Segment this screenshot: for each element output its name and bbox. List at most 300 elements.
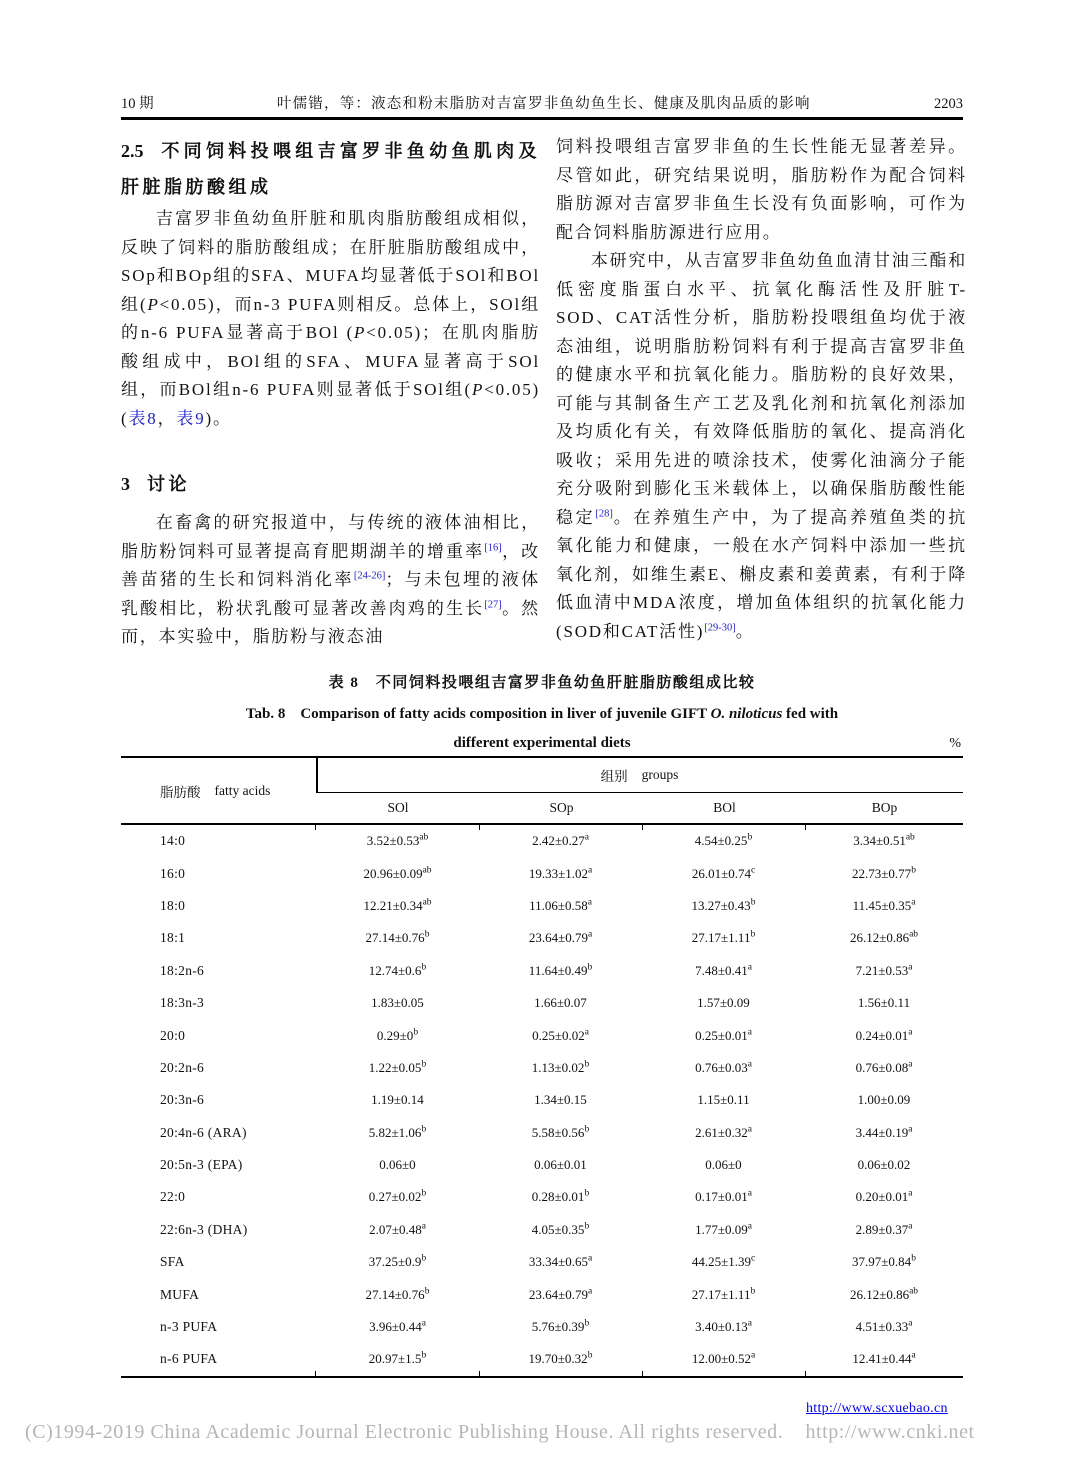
text-run: 在畜禽的研究报道中，与传统的液体油相比，脂肪粉饲料可显著提高育肥期湖羊的增重率: [121, 513, 540, 561]
fatty-acid-label: 20:5n-3 (EPA): [160, 1157, 243, 1173]
value-cell: [805, 1254, 963, 1270]
significance-superscript: b: [584, 1059, 590, 1070]
value-cell: [316, 1254, 479, 1270]
significance-superscript: ab: [909, 930, 919, 941]
value: 3.52±0.53: [366, 833, 420, 849]
significance-superscript: b: [584, 1189, 590, 1200]
value-cell: [479, 1060, 642, 1076]
paragraph: [121, 205, 540, 433]
value-cell: [805, 1319, 963, 1335]
rule-tick: [479, 825, 480, 830]
value-cell: [479, 1222, 642, 1238]
value: 4.05±0.35: [531, 1221, 585, 1237]
value-cell: [805, 1060, 963, 1076]
significance-superscript: b: [421, 1124, 427, 1135]
value-cell: [642, 930, 805, 946]
rule-tick: [315, 825, 316, 830]
text-run: P: [354, 323, 367, 342]
table-row: [121, 922, 963, 954]
table-8: [121, 756, 963, 1378]
table-row: [121, 1343, 963, 1375]
value-cell: [316, 1351, 479, 1367]
value-cell: [479, 1254, 642, 1270]
value-cell: [316, 930, 479, 946]
value-cell: [479, 1092, 642, 1108]
value: 37.97±0.84: [852, 1254, 912, 1270]
section-number: 3: [121, 474, 130, 494]
significance-superscript: a: [584, 832, 589, 843]
fatty-acid-label: n-6 PUFA: [160, 1351, 218, 1367]
value: 0.06±0: [705, 1157, 742, 1173]
section-2-5-heading: [121, 133, 540, 205]
section-title: 讨论: [147, 474, 190, 494]
value: 23.64±0.79: [528, 930, 588, 946]
value-cell: [642, 995, 805, 1011]
text-run: 饲料投喂组吉富罗非鱼的生长性能无显著差异。尽管如此，研究结果说明，脂肪粉作为配合饲料脂肪源对吉富罗非鱼生长没有负面影响，可作为配合饲料脂肪源进行应用。: [556, 137, 967, 242]
value: 13.27±0.43: [691, 897, 751, 913]
value: 27.17±1.11: [691, 1286, 751, 1302]
fatty-acid-label: 18:3n-3: [160, 995, 205, 1011]
value: 19.33±1.02: [528, 865, 588, 881]
fatty-acid-label: n-3 PUFA: [160, 1319, 218, 1335]
value-cell: [805, 1157, 963, 1173]
table-row: [121, 1149, 963, 1181]
significance-superscript: c: [750, 865, 756, 876]
reference-link[interactable]: [27]: [484, 598, 502, 610]
significance-superscript: a: [747, 1059, 752, 1070]
section-title: 不同饲料投喂组吉富罗非鱼幼鱼肌肉及肝脏脂肪酸组成: [121, 141, 540, 197]
group-col-SOp: SOp: [549, 799, 574, 815]
significance-superscript: a: [747, 962, 752, 973]
value: 11.64±0.49: [528, 962, 588, 978]
table-caption: [121, 671, 963, 752]
value: 5.82±1.06: [368, 1124, 422, 1140]
value-cell: [642, 1287, 805, 1303]
value: 37.25±0.9: [368, 1254, 422, 1270]
rule-tick: [315, 1371, 316, 1376]
value: 27.14±0.76: [365, 1286, 425, 1302]
text-run: 吉富罗非鱼幼鱼肝脏和肌肉脂肪酸组成相似，反映了饲料的脂肪酸组成；在肝脏脂肪酸组成中，SOp和BOp组的SFA、MUFA均显著低于SOl和BOl组(: [121, 209, 540, 314]
significance-superscript: a: [908, 1124, 913, 1135]
text-run: ，改善苗猪的生长和饲料消化率: [121, 541, 540, 589]
value-cell: [479, 1319, 642, 1335]
value-cell: [642, 1189, 805, 1205]
value-cell: [805, 1092, 963, 1108]
value-cell: [805, 1028, 963, 1044]
significance-superscript: a: [908, 1318, 913, 1329]
rule-tick: [805, 1371, 806, 1376]
table-row: [121, 1311, 963, 1343]
significance-superscript: a: [908, 962, 913, 973]
value-cell: [316, 1092, 479, 1108]
table-row: [121, 1084, 963, 1116]
fatty-acid-label: 20:4n-6 (ARA): [160, 1124, 247, 1140]
value: 12.21±0.34: [363, 897, 423, 913]
running-head: [121, 92, 963, 113]
significance-superscript: b: [421, 1189, 427, 1200]
value: 3.44±0.19: [855, 1124, 909, 1140]
value: 0.76±0.08: [855, 1059, 909, 1075]
value-cell: [316, 1319, 479, 1335]
value-cell: [805, 1351, 963, 1367]
significance-superscript: a: [747, 1124, 752, 1135]
value-cell: [642, 1125, 805, 1141]
value-cell: [479, 1189, 642, 1205]
table-row: [121, 987, 963, 1019]
value-cell: [642, 1060, 805, 1076]
significance-superscript: b: [421, 1253, 427, 1264]
issue-number: 10 期: [121, 96, 154, 112]
table-row: [121, 825, 963, 857]
significance-superscript: a: [587, 930, 593, 941]
value-cell: [316, 995, 479, 1011]
value: 1.22±0.05: [368, 1059, 422, 1075]
section-3-heading: [121, 466, 540, 502]
value-cell: [805, 1287, 963, 1303]
group-col-BOp: BOp: [871, 799, 898, 815]
value-cell: [642, 1092, 805, 1108]
value: 1.19±0.14: [371, 1092, 424, 1108]
rule-tick: [805, 825, 806, 830]
significance-superscript: b: [747, 832, 753, 843]
reference-link[interactable]: [16]: [484, 541, 502, 553]
text-run: P: [147, 294, 160, 314]
value: 7.48±0.41: [695, 962, 748, 978]
fatty-acid-label: MUFA: [160, 1286, 200, 1302]
significance-superscript: ab: [909, 1286, 919, 1297]
significance-superscript: b: [584, 1221, 590, 1232]
significance-superscript: ab: [419, 832, 429, 843]
significance-superscript: b: [584, 1318, 590, 1329]
value-cell: [805, 963, 963, 979]
copyright-watermark: (C)1994-2019 China Academic Journal Electronic Publishing House. All rights reserved. http://www.cnki.net: [25, 1421, 975, 1443]
significance-superscript: b: [421, 1351, 427, 1362]
journal-url-link[interactable]: http://www.scxuebao.cn: [806, 1401, 948, 1416]
group-header: [316, 758, 963, 793]
text-run: O. niloticus: [710, 706, 783, 722]
significance-superscript: b: [750, 930, 756, 941]
reference-link[interactable]: [24-26]: [353, 570, 386, 582]
value: 19.70±0.32: [528, 1351, 588, 1367]
value: 0.17±0.01: [695, 1189, 748, 1205]
value: 4.51±0.33: [855, 1319, 909, 1335]
text-run: P: [472, 380, 485, 399]
caption-text: different experimental diets: [453, 735, 631, 751]
value-cell: [805, 866, 963, 882]
significance-superscript: a: [911, 1351, 916, 1362]
reference-link[interactable]: [28]: [595, 507, 613, 519]
significance-superscript: a: [908, 1221, 913, 1232]
value-cell: [642, 833, 805, 849]
value-cell: [316, 1287, 479, 1303]
significance-superscript: ab: [422, 897, 432, 908]
value: 33.34±0.65: [528, 1254, 588, 1270]
significance-superscript: b: [421, 1059, 427, 1070]
value-cell: [316, 1189, 479, 1205]
significance-superscript: b: [424, 930, 430, 941]
fatty-acid-label: 16:0: [160, 865, 186, 881]
table-row: [121, 890, 963, 922]
value: 1.83±0.05: [371, 995, 424, 1011]
value-cell: [479, 1125, 642, 1141]
significance-superscript: b: [911, 865, 916, 876]
fatty-acid-label: 20:2n-6: [160, 1059, 205, 1075]
text-run: ；与未包埋的液体乳酸相比，粉状乳酸可显著改善肉鸡的生长: [121, 570, 540, 618]
value: 2.42±0.27: [532, 833, 585, 849]
value: 0.20±0.01: [855, 1189, 909, 1205]
right-column: [556, 133, 967, 646]
value: 3.96±0.44: [369, 1319, 422, 1335]
value: 1.57±0.09: [697, 995, 750, 1011]
value: 0.24±0.01: [855, 1027, 909, 1043]
table-row: [121, 1246, 963, 1278]
value: 2.61±0.32: [695, 1124, 748, 1140]
significance-superscript: b: [584, 1124, 590, 1135]
value: 7.21±0.53: [855, 962, 909, 978]
value: 12.41±0.44: [852, 1351, 912, 1367]
text-run: 本研究中，从吉富罗非鱼幼鱼血清甘油三酯和低密度脂蛋白水平、抗氧化酶活性及肝脏T-SOD、CAT活性分析，脂肪粉投喂组鱼均优于液态油组，说明脂肪粉饲料有利于提高吉富罗非鱼的健康水平和抗氧化能力。脂肪粉的良好效果，可能与其制备生产工艺及乳化剂和抗氧化剂添加及均质化有关，有效降低脂肪的氧化、提高消化吸收；采用先进的喷涂技术，使雾化油滴分子能充分吸附到膨化玉米载体上，以确保脂肪酸性能稳定: [556, 251, 967, 527]
left-column: [121, 133, 540, 652]
significance-superscript: b: [413, 1027, 419, 1038]
fatty-acid-label: 18:1: [160, 930, 186, 946]
table-row: [121, 857, 963, 889]
significance-superscript: a: [908, 1189, 913, 1200]
significance-superscript: a: [908, 1027, 913, 1038]
value-cell: [479, 963, 642, 979]
significance-superscript: a: [587, 865, 593, 876]
value: 12.00±0.52: [691, 1351, 751, 1367]
value-cell: [316, 1157, 479, 1173]
significance-superscript: a: [584, 1027, 589, 1038]
value-cell: [642, 1157, 805, 1173]
page-number: 2203: [933, 96, 963, 112]
value: 3.40±0.13: [695, 1319, 748, 1335]
value: 44.25±1.39: [691, 1254, 751, 1270]
fatty-acid-label: 20:0: [160, 1027, 186, 1043]
significance-superscript: a: [747, 1318, 752, 1329]
value-cell: [316, 898, 479, 914]
value: 0.76±0.03: [695, 1059, 748, 1075]
rule-tick: [479, 1371, 480, 1376]
rule-tick: [642, 1371, 643, 1376]
table-body: [121, 825, 963, 1376]
table-caption-en: [121, 702, 963, 723]
value: 0.27±0.02: [368, 1189, 422, 1205]
significance-superscript: c: [750, 1253, 756, 1264]
value: 1.56±0.11: [857, 995, 911, 1011]
fatty-acid-label: 18:2n-6: [160, 962, 205, 978]
value: 5.76±0.39: [531, 1319, 585, 1335]
value: 0.25±0.02: [532, 1027, 585, 1043]
section-number: 2.5: [121, 141, 144, 161]
value: 0.28±0.01: [531, 1189, 585, 1205]
value: 1.00±0.09: [857, 1092, 911, 1108]
significance-superscript: b: [587, 962, 593, 973]
text-run: )。: [205, 408, 232, 428]
significance-superscript: ab: [422, 865, 432, 876]
paragraph: [556, 133, 967, 247]
value: 1.77±0.09: [695, 1221, 748, 1237]
significance-superscript: ab: [905, 832, 915, 843]
value: 3.34±0.51: [853, 833, 906, 849]
group-col-SOl: SOl: [387, 799, 409, 815]
text-run: fed with: [782, 706, 839, 722]
table-row: [121, 1019, 963, 1051]
value: 1.15±0.11: [697, 1092, 750, 1108]
value-cell: [316, 1222, 479, 1238]
fatty-acid-label: SFA: [160, 1254, 185, 1270]
col-header-zh: 脂肪酸: [160, 784, 201, 800]
value: 20.96±0.09: [363, 865, 423, 881]
value: 27.17±1.11: [691, 930, 751, 946]
col-header-en: fatty acids: [214, 782, 271, 798]
value: 26.12±0.86: [849, 930, 910, 946]
value-cell: [316, 1125, 479, 1141]
value: 23.64±0.79: [528, 1286, 588, 1302]
value: 4.54±0.25: [694, 833, 748, 849]
value-cell: [805, 1222, 963, 1238]
significance-superscript: a: [587, 1286, 593, 1297]
significance-superscript: b: [750, 1286, 756, 1297]
text-run: 。然而，本实验中，脂肪粉与液态油: [121, 598, 540, 646]
value: 11.45±0.35: [852, 897, 912, 913]
value: 12.74±0.6: [368, 962, 422, 978]
significance-superscript: a: [587, 1253, 593, 1264]
value-cell: [805, 995, 963, 1011]
value-cell: [805, 898, 963, 914]
header-vertical-rule: [316, 758, 318, 792]
significance-superscript: a: [750, 1351, 756, 1362]
value-cell: [479, 1157, 642, 1173]
value-cell: [479, 1351, 642, 1367]
significance-superscript: a: [421, 1318, 426, 1329]
table-row: [121, 1214, 963, 1246]
value-cell: [805, 1125, 963, 1141]
fatty-acid-label: 20:3n-6: [160, 1092, 205, 1108]
value-cell: [805, 1189, 963, 1205]
significance-superscript: b: [750, 897, 756, 908]
value: 26.01±0.74: [691, 865, 751, 881]
value: 0.29±0: [376, 1027, 414, 1043]
significance-superscript: b: [421, 962, 427, 973]
value: 0.06±0.01: [534, 1157, 587, 1173]
value-cell: [642, 1254, 805, 1270]
table-row: [121, 1052, 963, 1084]
significance-superscript: a: [747, 1221, 752, 1232]
fatty-acid-label: 14:0: [160, 833, 186, 849]
table-row: [121, 1278, 963, 1310]
value-cell: [316, 833, 479, 849]
value: 22.73±0.77: [852, 865, 912, 881]
value-cell: [479, 898, 642, 914]
group-col-BOl: BOl: [713, 799, 736, 815]
text-run: 。在养殖生产中，为了提高养殖鱼类的抗氧化能力和健康，一般在水产饲料中添加一些抗氧化剂，如维生素E、槲皮素和姜黄素，有利于降低血清中MDA浓度，增加鱼体组织的抗氧化能力(SOD和CAT活性): [556, 507, 967, 641]
significance-superscript: a: [747, 1027, 752, 1038]
value-cell: [805, 833, 963, 849]
value: 5.58±0.56: [531, 1124, 585, 1140]
value-cell: [642, 963, 805, 979]
value-cell: [642, 1351, 805, 1367]
significance-superscript: a: [587, 897, 592, 908]
fatty-acid-label: 22:6n-3 (DHA): [160, 1221, 248, 1237]
significance-superscript: a: [911, 897, 916, 908]
fatty-acid-label: 18:0: [160, 897, 186, 913]
running-title: 叶儒锴，等：液态和粉末脂肪对吉富罗非鱼幼鱼生长、健康及肌肉品质的影响: [276, 96, 811, 112]
significance-superscript: a: [747, 1189, 752, 1200]
value-cell: [642, 1222, 805, 1238]
value-cell: [316, 1060, 479, 1076]
value-cell: [479, 1287, 642, 1303]
value-cell: [479, 995, 642, 1011]
text-run: <0.05)(: [121, 380, 540, 428]
value-cell: [316, 963, 479, 979]
significance-superscript: b: [911, 1253, 916, 1264]
value: 26.12±0.86: [849, 1286, 910, 1302]
value: 0.06±0.02: [857, 1157, 911, 1173]
paragraph: [121, 509, 540, 652]
fatty-acid-label: 22:0: [160, 1189, 186, 1205]
value: 1.66±0.07: [534, 995, 587, 1011]
significance-superscript: a: [908, 1059, 913, 1070]
value: 2.89±0.37: [855, 1221, 909, 1237]
table-link[interactable]: 表8: [128, 408, 158, 428]
value: 1.34±0.15: [534, 1092, 587, 1108]
table-row: [121, 955, 963, 987]
value: 1.13±0.02: [531, 1059, 585, 1075]
value-cell: [316, 1028, 479, 1044]
table-caption-en-line2: [121, 735, 963, 752]
text-run: ，: [157, 408, 177, 428]
value-cell: [642, 898, 805, 914]
text-run: <0.05)；在肌肉脂肪酸组成中，BOl组的SFA、MUFA显著高于SOl组，而BOl组n-6 PUFA则显著低于SOl组(: [121, 323, 540, 399]
reference-link[interactable]: [29-30]: [704, 621, 736, 633]
value: 2.07±0.48: [369, 1221, 422, 1237]
text-run: <0.05)，而n-3 PUFA则相反。总体上，SOl组的n-6 PUFA显著高于BOl (: [121, 294, 540, 342]
col-header-fatty-acids: [160, 758, 270, 823]
group-names-row: [316, 792, 963, 823]
value: 20.97±1.5: [368, 1351, 422, 1367]
value: 0.25±0.01: [695, 1027, 748, 1043]
paragraph: [556, 247, 967, 646]
header-rule: [121, 117, 963, 120]
unit-label: %: [949, 736, 961, 751]
value-cell: [479, 930, 642, 946]
value-cell: [642, 1319, 805, 1335]
significance-superscript: a: [421, 1221, 426, 1232]
group-header-zh: 组别: [600, 769, 628, 784]
value-cell: [805, 930, 963, 946]
value-cell: [479, 833, 642, 849]
significance-superscript: b: [424, 1286, 430, 1297]
significance-superscript: b: [587, 1351, 593, 1362]
value: 11.06±0.58: [529, 897, 588, 913]
value-cell: [479, 1028, 642, 1044]
group-header-en: groups: [641, 767, 679, 782]
value: 0.06±0: [379, 1157, 416, 1173]
text-run: Tab. 8 Comparison of fatty acids composition in liver of juvenile GIFT: [245, 706, 711, 722]
table-caption-zh: 表 8 不同饲料投喂组吉富罗非鱼幼鱼肝脏脂肪酸组成比较: [328, 675, 756, 691]
value-cell: [479, 866, 642, 882]
value: 27.14±0.76: [365, 930, 425, 946]
table-row: [121, 1117, 963, 1149]
table-header: [121, 758, 963, 825]
value-cell: [642, 1028, 805, 1044]
value-cell: [316, 866, 479, 882]
rule-tick: [642, 825, 643, 830]
table-link[interactable]: 表9: [176, 408, 206, 428]
text-run: 。: [735, 621, 755, 641]
value-cell: [642, 866, 805, 882]
